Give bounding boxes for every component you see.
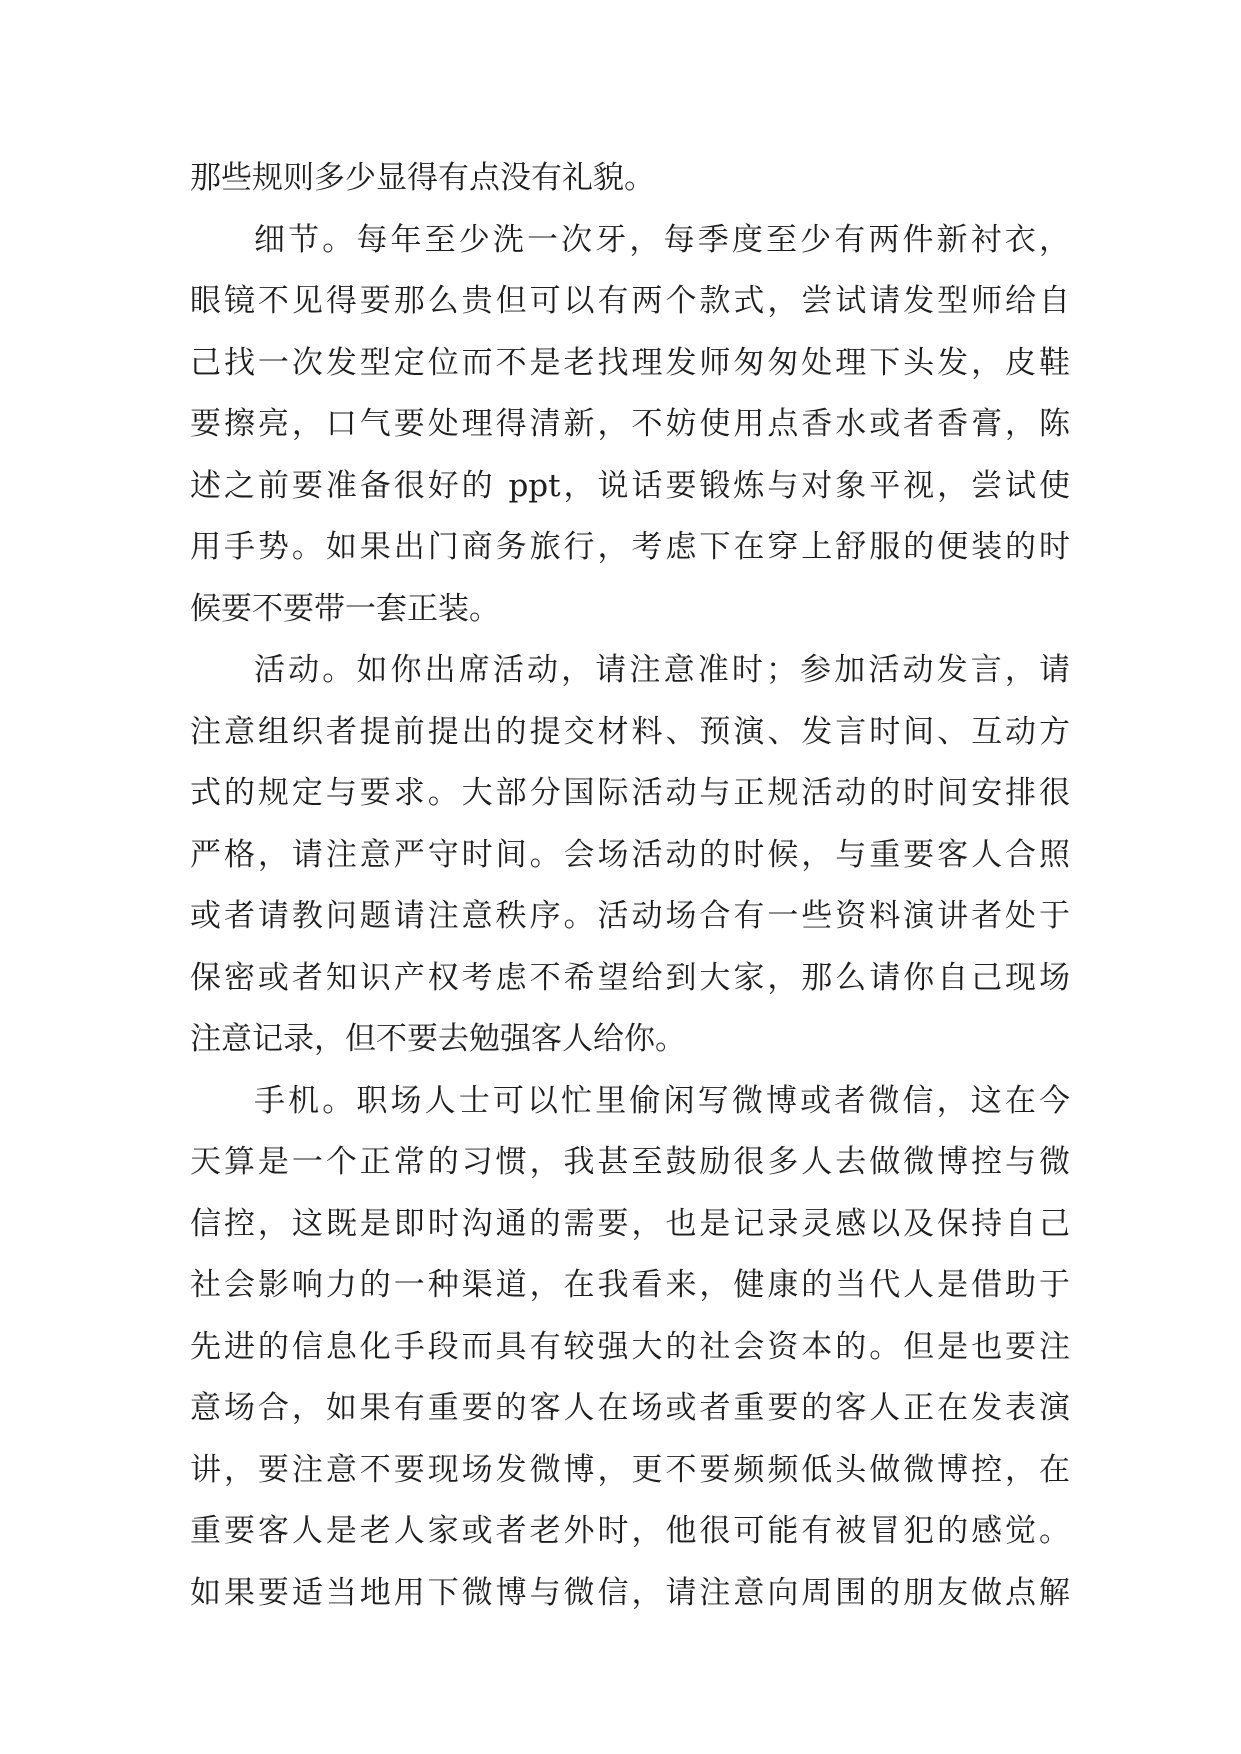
text-line: 那些规则多少显得有点没有礼貌。 [190, 160, 655, 196]
text-line: 或者请教问题请注意秩序。活动场合有一些资料演讲者处于 [190, 898, 1070, 934]
text-line: 细节。每年至少洗一次牙，每季度至少有两件新衬衣， [254, 221, 1070, 258]
text-line: 式的规定与要求。大部分国际活动与正规活动的时间安排很 [190, 775, 1070, 811]
text-line: 天算是一个正常的习惯，我甚至鼓励很多人去做微博控与微 [190, 1144, 1070, 1180]
text-line: 信控，这既是即时沟通的需要，也是记录灵感以及保持自己 [190, 1205, 1070, 1242]
text-line: 讲，要注意不要现场发微博，更不要频频低头做微博控，在 [190, 1451, 1070, 1488]
text-line: 如果要适当地用下微博与微信，请注意向周围的朋友做点解 [190, 1574, 1070, 1611]
text-line: 意场合，如果有重要的客人在场或者重要的客人正在发表演 [190, 1390, 1070, 1426]
text-line: 重要客人是老人家或者老外时，他很可能有被冒犯的感觉。 [190, 1513, 1070, 1549]
text-line: 候要不要带一套正装。 [190, 590, 500, 627]
text-line: 注意组织者提前提出的提交材料、预演、发言时间、互动方 [190, 713, 1070, 750]
text-line: 己找一次发型定位而不是老找理发师匆匆处理下头发，皮鞋 [190, 344, 1070, 381]
text-line: 注意记录，但不要去勉强客人给你。 [190, 1021, 686, 1057]
document-page [190, 148, 1070, 1624]
text-line: 要擦亮，口气要处理得清新，不妨使用点香水或者香膏，陈 [190, 406, 1070, 442]
text-line: 手机。职场人士可以忙里偷闲写微博或者微信，这在今 [254, 1082, 1070, 1119]
text-line: 眼镜不见得要那么贵但可以有两个款式，尝试请发型师给自 [190, 283, 1070, 319]
text-line: 社会影响力的一种渠道，在我看来，健康的当代人是借助于 [190, 1267, 1070, 1303]
text-line: 用手势。如果出门商务旅行，考虑下在穿上舒服的便装的时 [190, 529, 1070, 565]
text-line: 严格，请注意严守时间。会场活动的时候，与重要客人合照 [190, 836, 1070, 873]
text-line: 活动。如你出席活动，请注意准时；参加活动发言，请 [254, 652, 1070, 688]
text-line: 先进的信息化手段而具有较强大的社会资本的。但是也要注 [190, 1328, 1070, 1365]
text-line: 保密或者知识产权考虑不希望给到大家，那么请你自己现场 [190, 959, 1070, 996]
text-line: 述之前要准备很好的 ppt，说话要锻炼与对象平视，尝试使 [190, 467, 1070, 504]
